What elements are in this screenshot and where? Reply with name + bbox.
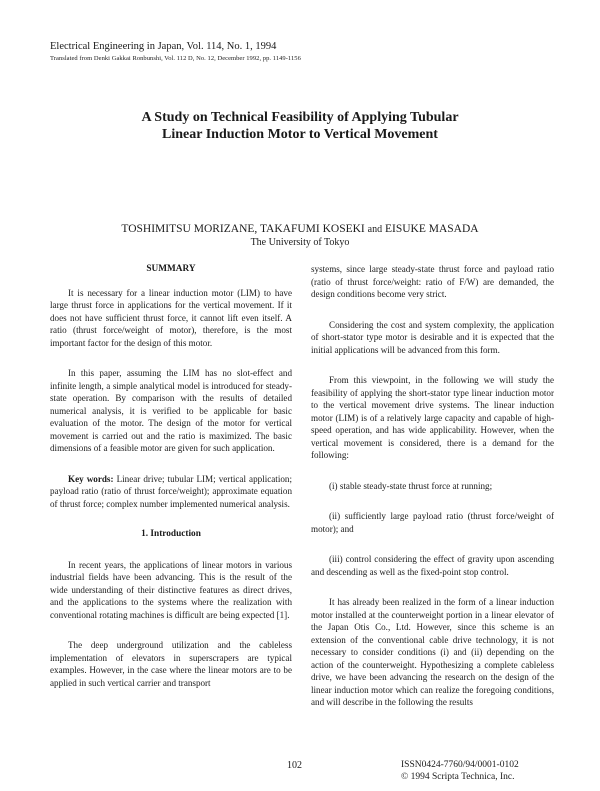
intro-heading: 1. Introduction xyxy=(141,529,201,539)
title-line-1: A Study on Technical Feasibility of Applying Tubular xyxy=(141,110,459,125)
title-line-2: Linear Induction Motor to Vertical Movement xyxy=(162,127,438,142)
affiliation: The University of Tokyo xyxy=(250,237,350,248)
keywords xyxy=(50,473,292,511)
summary-paragraph-2: In this paper, assuming the LIM has no slot-effect and infinite length, a simple analytical model is introduced for steady-state operation. By comparison with the results of detailed numerical analysis, it is verified to be applicable for basic evaluation of the motor. The design of the motor for vertical movement is carried out and the ratio is maximized. The basic dimensions of a feasible motor are given for such application. xyxy=(50,368,292,453)
author-names: TOSHIMITSU MORIZANE, TAKAFUMI KOSEKI xyxy=(121,223,365,235)
right-paragraph-4: It has already been realized in the form of a linear induction motor installed at the counterweight portion in a linear elevator of the Japan Otis Co., Ltd. However, since this scheme is an extension of the conventional cable drive technology, it is not necessary to consider conditions (i) and (ii) depending on the action of the counterweight. Hypothesizing a complete cableless drive, we have been advancing the research on the design of the linear induction motor which can realize the foregoing conditions, and will describe in the following the results xyxy=(311,597,554,707)
journal-citation: Electrical Engineering in Japan, Vol. 114, No. 1, 1994 xyxy=(50,41,277,52)
issn: ISSN0424-7760/94/0001-0102 xyxy=(401,760,519,770)
keywords-label: Key words: xyxy=(68,473,114,484)
copyright: © 1994 Scripta Technica, Inc. xyxy=(401,772,515,782)
summary-heading: SUMMARY xyxy=(146,264,196,274)
summary-paragraph-1: It is necessary for a linear induction motor (LIM) to have large thrust force in applications for the vertical movement. If it does not have sufficient thrust force, it cannot lift even itself. A ratio (thrust force/weight of motor), therefore, is the most important factor for the design of this motor. xyxy=(50,287,292,348)
list-item-i: (i) stable steady-state thrust force at running; xyxy=(329,480,493,491)
paper-title xyxy=(60,109,540,143)
author-last: EISUKE MASADA xyxy=(384,223,479,235)
right-paragraph-2: Considering the cost and system complexity, the application of short-stator type motor is desirable and it is expected that the initial applications will be advanced from this form. xyxy=(311,319,554,355)
right-column xyxy=(311,263,554,709)
intro-paragraph-2: The deep underground utilization and the cableless implementation of elevators in superscrapers are typical examples. However, in the case where the linear motors are to be applied in such vertical carrier and transport xyxy=(50,640,292,688)
author-and: and xyxy=(367,224,383,235)
keywords-text: Linear drive; tubular LIM; vertical application; payload ratio (ratio of thrust force/weight); approximate equation of thrust force; complex number implemented numerical analysis. xyxy=(50,473,292,509)
publisher-info xyxy=(401,759,519,783)
list-item-iii: (iii) control considering the effect of gravity upon ascending and descending as well as the fixed-point stop control. xyxy=(311,554,554,577)
right-paragraph-3: From this viewpoint, in the following we will study the feasibility of applying the short-stator type linear induction motor to the vertical movement drive systems. The linear induction motor (LIM) is of a relatively large capacity and capable of high-speed operation, and has wide applicability. However, when the vertical movement is considered, there is a demand for the following: xyxy=(311,375,554,460)
page-number: 102 xyxy=(287,760,302,771)
translation-note: Translated from Denki Gakkai Ronbunshi, Vol. 112 D, No. 12, December 1992, pp. 1149-1156 xyxy=(50,55,301,62)
intro-paragraph-1: In recent years, the applications of linear motors in various industrial fields have been advancing. This is the result of the wide understanding of their distinctive features as direct drives, and the applications to the systems where the realization with conventional rotating machines is difficult are being expected [1]. xyxy=(50,559,292,620)
author-list xyxy=(60,222,540,237)
right-paragraph-1: systems, since large steady-state thrust force and payload ratio (ratio of thrust force/weight: ratio of F/W) are demanded, the design conditions become very strict. xyxy=(311,264,554,299)
left-column xyxy=(50,263,292,689)
list-item-ii: (ii) sufficiently large payload ratio (thrust force/weight of motor); and xyxy=(311,511,554,534)
